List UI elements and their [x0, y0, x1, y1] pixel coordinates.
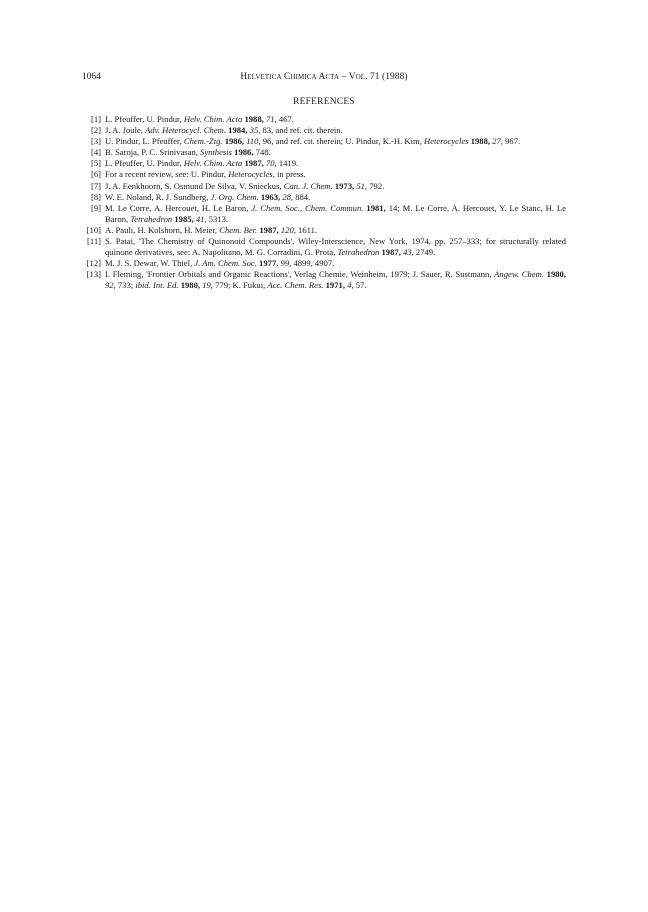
- reference-number: [4]: [90, 147, 101, 158]
- reference-text: B. Saroja, P. C. Srinivasan,: [105, 147, 201, 158]
- reference-number: [3]: [90, 136, 101, 147]
- reference-item: [82, 236, 566, 258]
- reference-text: S. Patai, 'The Chemistry of Quinonoid Compounds', Wiley-Interscience, New York, 1974, pp. 257–333; for structurally related quinone derivatives, see: A. Napolitano, M. G. Corradini, G. Prota,: [105, 236, 566, 258]
- reference-year: 1986,: [224, 136, 245, 147]
- reference-year: 1973,: [334, 180, 355, 191]
- reference-text: U. Pindur, L. Pfeuffer,: [105, 136, 184, 147]
- reference-italic-text: 35,: [249, 125, 261, 136]
- reference-item: [82, 269, 566, 291]
- reference-year: 1987,: [259, 224, 279, 235]
- reference-text: 467.: [276, 114, 294, 124]
- reference-year: 1985,: [174, 213, 194, 224]
- reference-number: [10]: [86, 224, 101, 235]
- reference-italic-text: ibid. Int. Ed.: [135, 280, 179, 291]
- reference-item: [82, 225, 566, 236]
- reference-year: 1980,: [180, 280, 201, 291]
- reference-italic-text: Helv. Chim. Acta: [183, 114, 243, 124]
- reference-item: [82, 192, 566, 203]
- reference-italic-text: 120,: [280, 224, 296, 235]
- reference-italic-text: 51,: [356, 180, 368, 191]
- reference-number: [8]: [90, 191, 101, 202]
- reference-text: 884.: [293, 191, 311, 202]
- reference-item: [82, 136, 566, 147]
- reference-italic-text: 70,: [265, 158, 277, 169]
- reference-text: M. Le Corre, A. Hercouet, H. Le Baron,: [105, 202, 252, 213]
- reference-text: M. J. S. Dewar, W. Thiel,: [105, 258, 195, 269]
- reference-item: [82, 114, 566, 125]
- reference-year: 1977,: [259, 258, 279, 269]
- reference-number: [6]: [90, 169, 101, 180]
- reference-number: [7]: [90, 180, 101, 191]
- reference-text: 1419.: [276, 158, 299, 169]
- reference-text: 748.: [253, 147, 271, 158]
- reference-text: A. Pauli, H. Kolshorn, H. Meier,: [105, 224, 220, 235]
- reference-italic-text: Heterocycles,: [228, 169, 275, 180]
- reference-text: I. Fleming, 'Frontier Orbitals and Organic Reactions', Verlag Chemie, Weinheim, 1979; J. Sauer, R. Sustmann,: [105, 269, 495, 280]
- reference-text: 4899, 4907.: [291, 258, 335, 269]
- reference-year: 1971,: [325, 280, 345, 291]
- reference-italic-text: 28,: [282, 191, 294, 202]
- reference-text: 733;: [115, 280, 136, 291]
- reference-text: in press.: [274, 169, 306, 180]
- reference-text: W. E. Noland, R. J. Sundberg,: [105, 191, 211, 202]
- reference-italic-text: Tetrahedron: [130, 213, 173, 224]
- reference-italic-text: Adv. Heterocycl. Chem.: [145, 125, 226, 136]
- reference-item: [82, 258, 566, 269]
- reference-year: 1987,: [381, 247, 401, 258]
- running-header: [82, 71, 566, 83]
- reference-item: [82, 147, 566, 158]
- reference-number: [13]: [86, 269, 101, 280]
- reference-year: 1986,: [234, 147, 254, 158]
- reference-italic-text: 27,: [492, 136, 503, 147]
- page-number: 1064: [82, 72, 101, 82]
- reference-italic-text: 110,: [246, 136, 261, 147]
- reference-italic-text: Chem. Ber.: [219, 224, 258, 235]
- reference-number: [1]: [90, 114, 101, 124]
- reference-item: [82, 181, 566, 192]
- reference-italic-text: 99,: [280, 258, 292, 269]
- reference-italic-text: J. Org. Chem.: [210, 191, 259, 202]
- reference-text: For a recent review, see: U. Pindur,: [105, 169, 229, 180]
- reference-year: 1981,: [366, 202, 386, 213]
- reference-item: [82, 125, 566, 136]
- reference-text: 14; M. Le Corre, A. Hercouet, Y. Le Stanc, H. Le Baron,: [105, 202, 566, 224]
- reference-number: [11]: [87, 236, 101, 247]
- reference-italic-text: J. Chem. Soc., Chem. Commun.: [251, 202, 364, 213]
- reference-italic-text: Heterocycles: [424, 136, 469, 147]
- reference-italic-text: 92,: [105, 280, 116, 291]
- reference-italic-text: Acc. Chem. Res.: [267, 280, 324, 291]
- reference-year: 1988,: [470, 136, 491, 147]
- reference-number: [2]: [90, 125, 101, 136]
- reference-text: L. Pfeuffer, U. Pindur,: [105, 114, 184, 124]
- reference-italic-text: Angew. Chem.: [494, 269, 544, 280]
- reference-italic-text: 41,: [195, 213, 207, 224]
- reference-italic-text: Helv. Chim. Acta: [183, 158, 243, 169]
- reference-italic-text: 43,: [403, 247, 414, 258]
- reference-italic-text: Chem.-Ztg.: [183, 136, 223, 147]
- reference-text: 5313.: [206, 213, 229, 224]
- reference-text: 1611.: [295, 224, 318, 235]
- reference-item: [82, 203, 566, 225]
- reference-number: [9]: [90, 202, 101, 213]
- reference-item: [82, 169, 566, 180]
- reference-list: [82, 114, 566, 292]
- reference-text: 779; K. Fukui,: [212, 280, 268, 291]
- reference-text: 792.: [367, 180, 385, 191]
- journal-running-title: Helvetica Chimica Acta – Vol. 71 (1988): [240, 72, 408, 82]
- reference-text: 96, and ref. cit. therein; U. Pindur, K.-H. Kim,: [260, 136, 424, 147]
- reference-year: 1980,: [546, 269, 566, 280]
- reference-italic-text: Tetrahedron: [337, 247, 380, 258]
- reference-text: 83, and ref. cit. therein.: [260, 125, 343, 136]
- reference-italic-text: 4,: [347, 280, 354, 291]
- reference-italic-text: J. Am. Chem. Soc.: [194, 258, 257, 269]
- reference-text: 2749.: [413, 247, 436, 258]
- reference-number: [12]: [86, 258, 101, 269]
- reference-item: [82, 158, 566, 169]
- reference-year: 1988,: [244, 114, 264, 124]
- reference-year: 1963,: [260, 191, 281, 202]
- reference-text: 967.: [502, 136, 521, 147]
- reference-text: 57.: [353, 280, 367, 291]
- reference-text: J. A. Joule,: [105, 125, 146, 136]
- reference-year: 1987,: [244, 158, 264, 169]
- reference-italic-text: Synthesis: [200, 147, 232, 158]
- reference-year: 1984,: [228, 125, 248, 136]
- reference-italic-text: Can. J. Chem.: [283, 180, 333, 191]
- reference-number: [5]: [90, 158, 101, 169]
- reference-italic-text: 19,: [202, 280, 213, 291]
- reference-text: J. A. Eenkhoorn, S. Osmund De Silva, V. Snieckus,: [105, 180, 284, 191]
- reference-text: L. Pfeuffer, U. Pindur,: [105, 158, 184, 169]
- references-heading: REFERENCES: [293, 97, 355, 107]
- reference-italic-text: 71,: [265, 114, 277, 124]
